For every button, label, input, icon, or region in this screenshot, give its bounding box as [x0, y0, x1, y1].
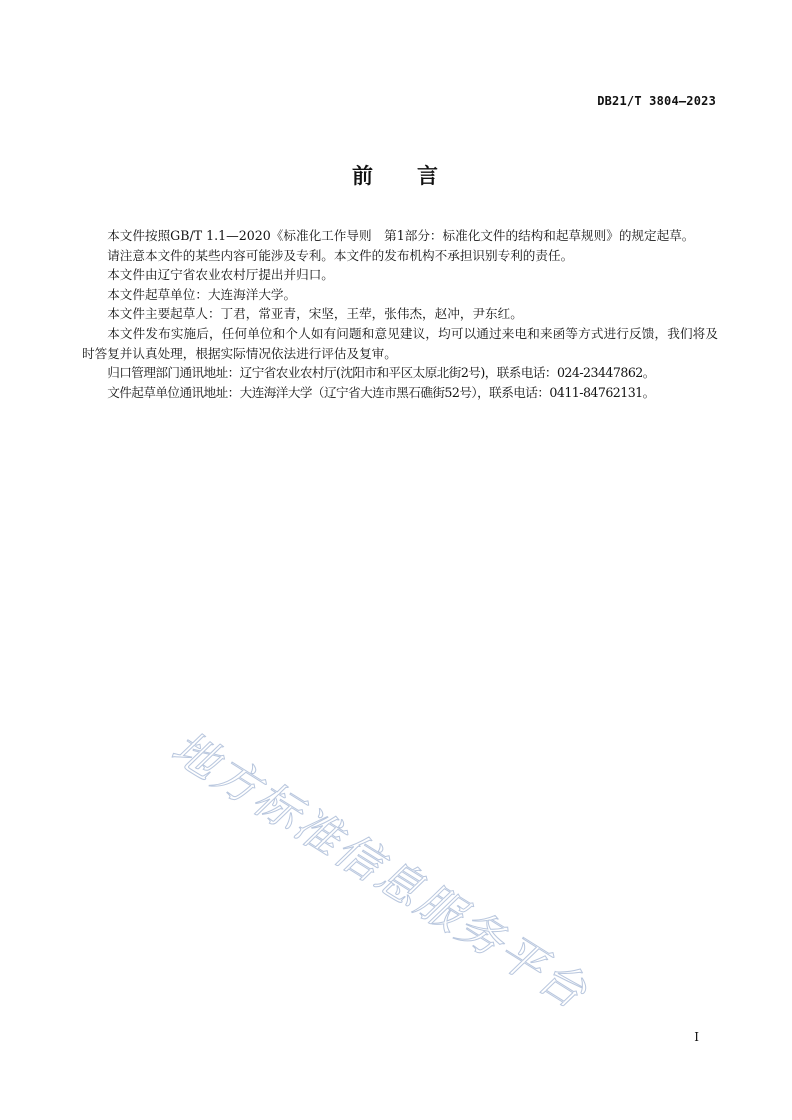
page-number: I	[694, 1030, 699, 1044]
paragraph-authority-address: 归口管理部门通讯地址：辽宁省农业农村厅(沈阳市和平区太原北街2号)，联系电话：024-23447862。	[107, 365, 655, 381]
paragraph-feedback: 本文件发布实施后，任何单位和个人如有问题和意见建议，均可以通过来电和来函等方式进行反馈，我们将及时答复并认真处理，根据实际情况依法进行评估及复审。	[82, 325, 718, 361]
paragraph-proposer: 本文件由辽宁省农业农村厅提出并归口。	[107, 267, 334, 283]
standard-code: DB21/T 3804—2023	[597, 94, 716, 108]
paragraph-drafter-address: 文件起草单位通讯地址：大连海洋大学（辽宁省大连市黑石礁街52号），联系电话：0411-84762131。	[107, 384, 655, 400]
section-title-char-2: 言	[417, 164, 440, 188]
watermark: 地方标准信息服务平台	[162, 720, 598, 1020]
section-title	[0, 160, 792, 190]
paragraph-drafting-unit: 本文件起草单位：大连海洋大学。	[107, 286, 297, 302]
section-title-char-1: 前	[352, 164, 375, 188]
paragraph-drafters: 本文件主要起草人：丁君，常亚青，宋坚，王荦，张伟杰，赵冲，尹东红。	[107, 306, 523, 322]
foreword-body	[82, 226, 718, 402]
paragraph-drafting-rules: 本文件按照GB/T 1.1—2020《标准化工作导则 第1部分：标准化文件的结构和起草规则》的规定起草。	[107, 228, 695, 243]
paragraph-patent-notice: 请注意本文件的某些内容可能涉及专利。本文件的发布机构不承担识别专利的责任。	[107, 247, 574, 263]
